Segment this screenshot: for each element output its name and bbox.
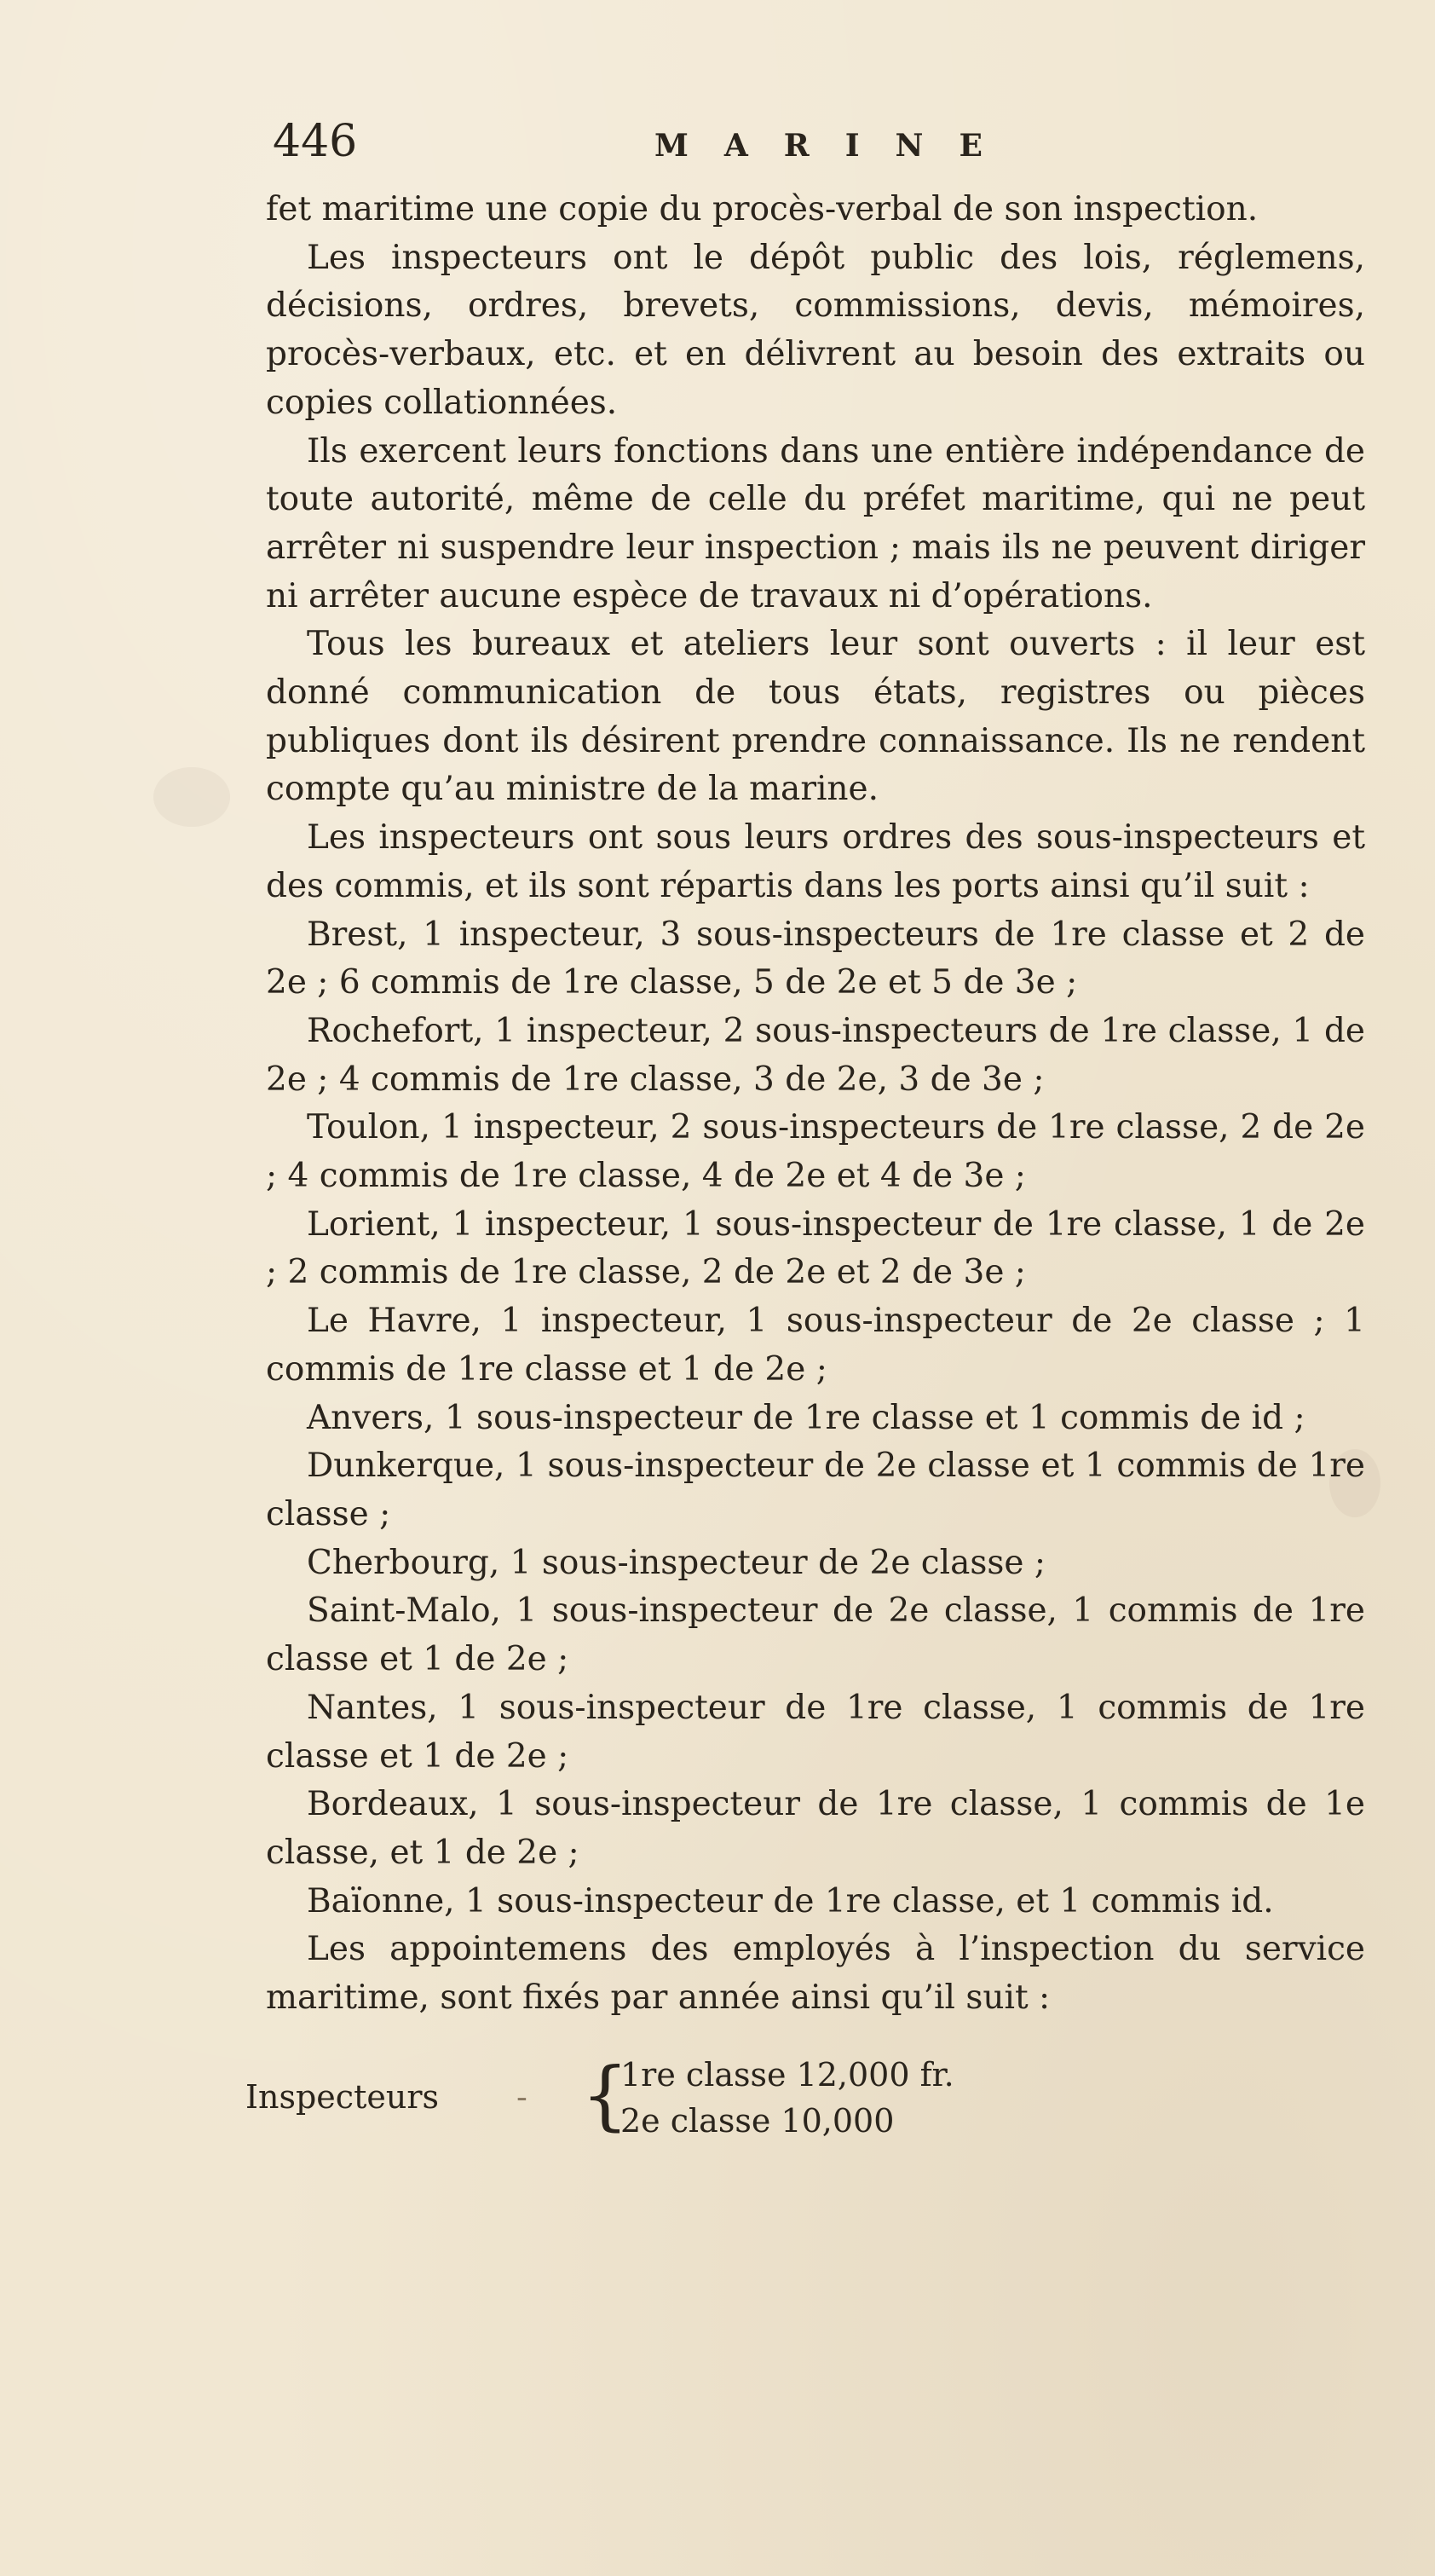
port-entry: Dunkerque, 1 sous-inspecteur de 2e classe et 1 commis de 1re classe ; (266, 1447, 1365, 1533)
paragraph: Les inspecteurs ont le dépôt public des lois, réglemens, décisions, ordres, brevets, commissions, devis, mémoires, procès-verbaux, etc. et en délivrent au besoin des extraits ou copies collationnées. (266, 238, 1365, 422)
running-head: MARINE (654, 128, 1018, 164)
port-entry: Anvers, 1 sous-inspecteur de 1re classe et 1 commis de id ; (307, 1398, 1305, 1437)
body-text (266, 186, 1365, 2023)
port-entry: Cherbourg, 1 sous-inspecteur de 2e classe ; (307, 1543, 1046, 1582)
brace-glyph: { (581, 2051, 629, 2139)
paper-stain (153, 767, 230, 827)
port-entry: Baïonne, 1 sous-inspecteur de 1re classe, et 1 commis id. (307, 1881, 1274, 1920)
paragraph: Ils exercent leurs fonctions dans une entière indépendance de toute autorité, même de celle du préfet maritime, qui ne peut arrêter ni suspendre leur inspection ; mais ils ne peuvent diriger ni arrêter aucune espèce de travaux ni d’opérations. (266, 431, 1365, 615)
port-entry: Le Havre, 1 inspecteur, 1 sous-inspecteur de 2e classe ; 1 commis de 1re classe et 1 de 2e ; (266, 1302, 1365, 1389)
salary-row: 1re classe 12,000 fr. (620, 2056, 954, 2094)
port-list (266, 911, 1365, 1926)
port-entry: Saint-Malo, 1 sous-inspecteur de 2e classe, 1 commis de 1re classe et 1 de 2e ; (266, 1591, 1365, 1679)
salary-table (245, 2053, 1098, 2155)
port-entry: Nantes, 1 sous-inspecteur de 1re classe, 1 commis de 1re classe et 1 de 2e ; (266, 1688, 1365, 1776)
closing-paragraph: Les appointemens des employés à l’inspection du service maritime, sont fixés par année ainsi qu’il suit : (266, 1930, 1365, 2018)
salary-dash: - (516, 2078, 527, 2116)
paragraph: Les inspecteurs ont sous leurs ordres des sous-inspecteurs et des commis, et ils sont répartis dans les ports ainsi qu’il suit : (266, 818, 1365, 905)
port-entry: Bordeaux, 1 sous-inspecteur de 1re classe, 1 commis de 1e classe, et 1 de 2e ; (266, 1785, 1365, 1872)
page-header (273, 116, 1406, 188)
port-entry: Rochefort, 1 inspecteur, 2 sous-inspecteurs de 1re classe, 1 de 2e ; 4 commis de 1re classe, 3 de 2e, 3 de 3e ; (266, 1011, 1365, 1099)
page-number: 446 (273, 116, 358, 167)
paragraph: fet maritime une copie du procès-verbal de son inspection. (266, 190, 1259, 228)
port-entry: Lorient, 1 inspecteur, 1 sous-inspecteur de 1re classe, 1 de 2e ; 2 commis de 1re classe, 2 de 2e et 2 de 3e ; (266, 1204, 1365, 1292)
paragraph: Tous les bureaux et ateliers leur sont ouverts : il leur est donné communication de tous états, registres ou pièces publiques dont ils désirent prendre connaissance. Ils ne rendent compte qu’au ministre de la marine. (266, 625, 1365, 809)
salary-row: 2e classe 10,000 (620, 2102, 895, 2140)
port-entry: Brest, 1 inspecteur, 3 sous-inspecteurs de 1re classe et 2 de 2e ; 6 commis de 1re classe, 5 de 2e et 5 de 3e ; (266, 915, 1365, 1002)
salary-label: Inspecteurs (245, 2078, 439, 2116)
port-entry: Toulon, 1 inspecteur, 2 sous-inspecteurs de 1re classe, 2 de 2e ; 4 commis de 1re classe, 4 de 2e et 4 de 3e ; (266, 1108, 1365, 1196)
